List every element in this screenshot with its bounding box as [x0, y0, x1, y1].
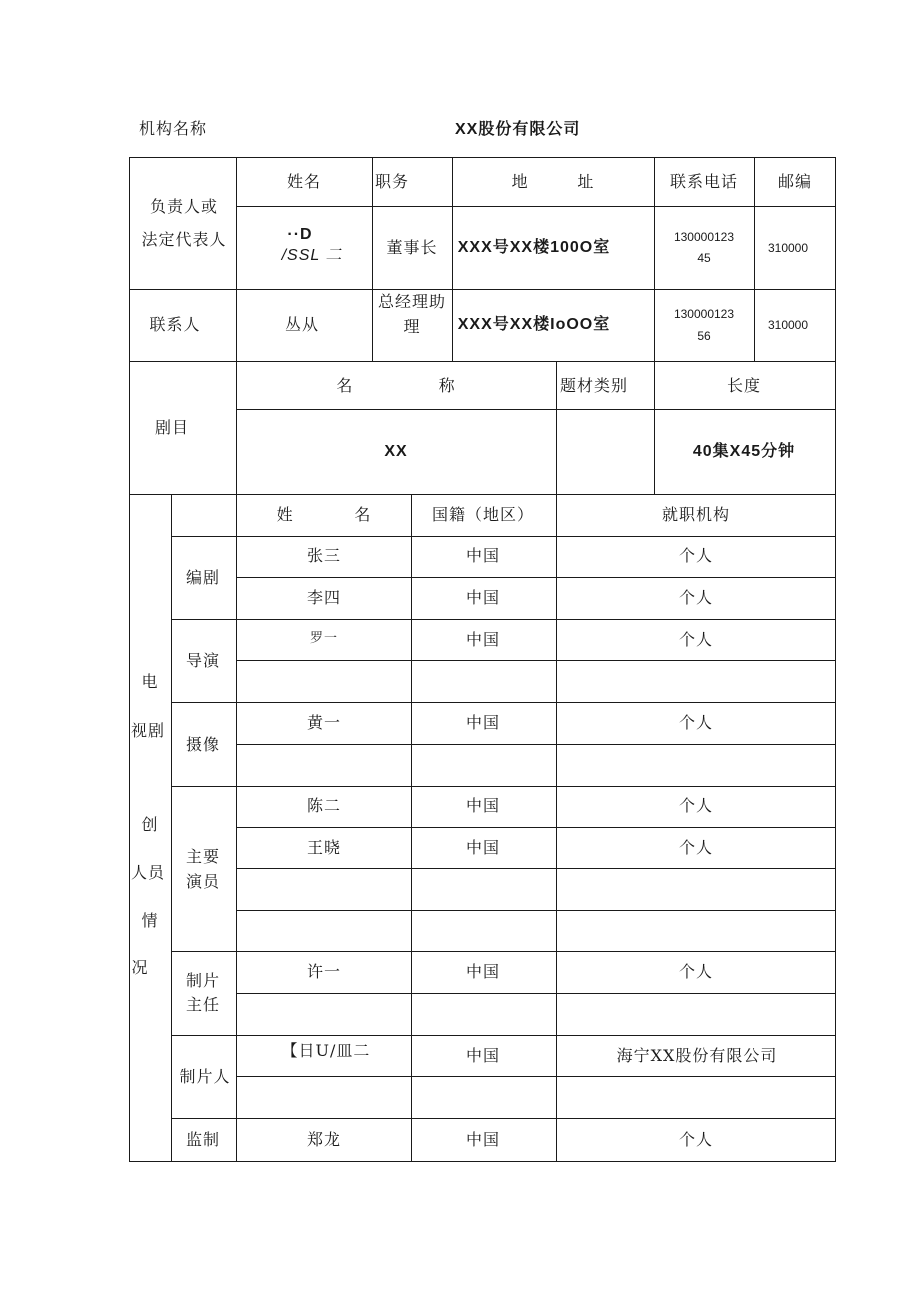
header-name: 姓名	[286, 172, 322, 191]
table-row-nationality: 中国	[465, 630, 501, 649]
role-actor-line2: 演员	[185, 872, 221, 891]
crew-section-label-2: 视剧	[130, 721, 166, 740]
table-row-name: 张三	[306, 546, 342, 565]
rep-address: XXX号XX楼100O室	[457, 239, 611, 256]
contact-label: 联系人	[149, 315, 201, 334]
table-row-nationality: 中国	[465, 962, 501, 981]
table-row-org: 个人	[678, 546, 714, 565]
table-row-name: 郑龙	[306, 1130, 342, 1149]
header-title: 职务	[374, 172, 410, 191]
contact-name: 丛从	[284, 315, 320, 334]
role-producer: 制片人	[179, 1067, 231, 1086]
drama-header-name: 名 称	[336, 376, 456, 395]
table-row-name: 王晓	[306, 838, 342, 857]
table-row-org: 个人	[678, 588, 714, 607]
rep-name-line1: ··D	[287, 226, 313, 243]
contact-title-line1: 总经理助	[377, 292, 447, 311]
rep-title: 董事长	[386, 238, 438, 257]
crew-section-label-7: 况	[131, 958, 149, 977]
table-row-org: 个人	[678, 630, 714, 649]
table-row-nationality: 中国	[465, 713, 501, 732]
header-postcode: 邮编	[777, 172, 813, 191]
drama-header-genre: 题材类别	[559, 376, 629, 395]
contact-phone-line1: 130000123	[673, 307, 735, 321]
table-row-nationality: 中国	[465, 1130, 501, 1149]
rep-phone-line1: 130000123	[673, 230, 735, 244]
rep-phone-line2: 45	[697, 251, 711, 265]
drama-length: 40集X45分钟	[692, 443, 796, 460]
contact-postcode: 310000	[767, 318, 809, 332]
table-row-name: 黄一	[306, 713, 342, 732]
table-row-name: 李四	[306, 588, 342, 607]
crew-header-org: 就职机构	[661, 505, 731, 524]
table-row-name: 许一	[306, 962, 342, 981]
org-name-label: 机构名称	[139, 119, 208, 138]
table-row-org: 个人	[678, 713, 714, 732]
header-phone: 联系电话	[669, 172, 739, 191]
crew-section-label-6: 情	[141, 911, 159, 930]
role-pm-line1: 制片	[185, 971, 221, 990]
responsible-label-line2: 法定代表人	[141, 230, 227, 249]
table-row-org: 海宁XX股份有限公司	[616, 1046, 778, 1065]
responsible-label-line1: 负责人或	[149, 197, 219, 216]
rep-name-line2: /SSL 二	[281, 247, 343, 264]
table-row-nationality: 中国	[465, 588, 501, 607]
contact-title-line2: 理	[403, 317, 421, 336]
header-address: 地 址	[511, 172, 595, 191]
role-camera: 摄像	[185, 735, 221, 754]
drama-header-length: 长度	[726, 376, 762, 395]
role-director: 导演	[185, 651, 221, 670]
crew-header-nationality: 国籍（地区）	[431, 505, 535, 524]
crew-section-label-1: 电	[141, 672, 159, 691]
crew-section-label-5: 人员	[130, 863, 166, 882]
table-row-org: 个人	[678, 962, 714, 981]
table-row-nationality: 中国	[465, 796, 501, 815]
table-row-org: 个人	[678, 796, 714, 815]
drama-label: 剧目	[154, 418, 190, 437]
drama-name: XX	[384, 443, 408, 460]
crew-header-name: 姓 名	[276, 505, 372, 524]
table-row-nationality: 中国	[465, 546, 501, 565]
contact-phone-line2: 56	[697, 329, 711, 343]
table-row-nationality: 中国	[465, 838, 501, 857]
role-writer: 编剧	[185, 568, 221, 587]
crew-section-label-4: 创	[141, 815, 159, 834]
table-row-org: 个人	[678, 1130, 714, 1149]
role-supervisor: 监制	[185, 1130, 221, 1149]
table-row-name: 陈二	[306, 796, 342, 815]
org-name-value: XX股份有限公司	[455, 121, 581, 138]
role-actor-line1: 主要	[185, 847, 221, 866]
table-row-name: 罗一	[309, 631, 339, 646]
role-pm-line2: 主任	[185, 995, 221, 1014]
contact-address: XXX号XX楼IoOO室	[457, 316, 611, 333]
table-row-name: 【日U/皿二	[281, 1041, 371, 1060]
table-row-org: 个人	[678, 838, 714, 857]
rep-postcode: 310000	[767, 241, 809, 255]
table-row-nationality: 中国	[465, 1046, 501, 1065]
